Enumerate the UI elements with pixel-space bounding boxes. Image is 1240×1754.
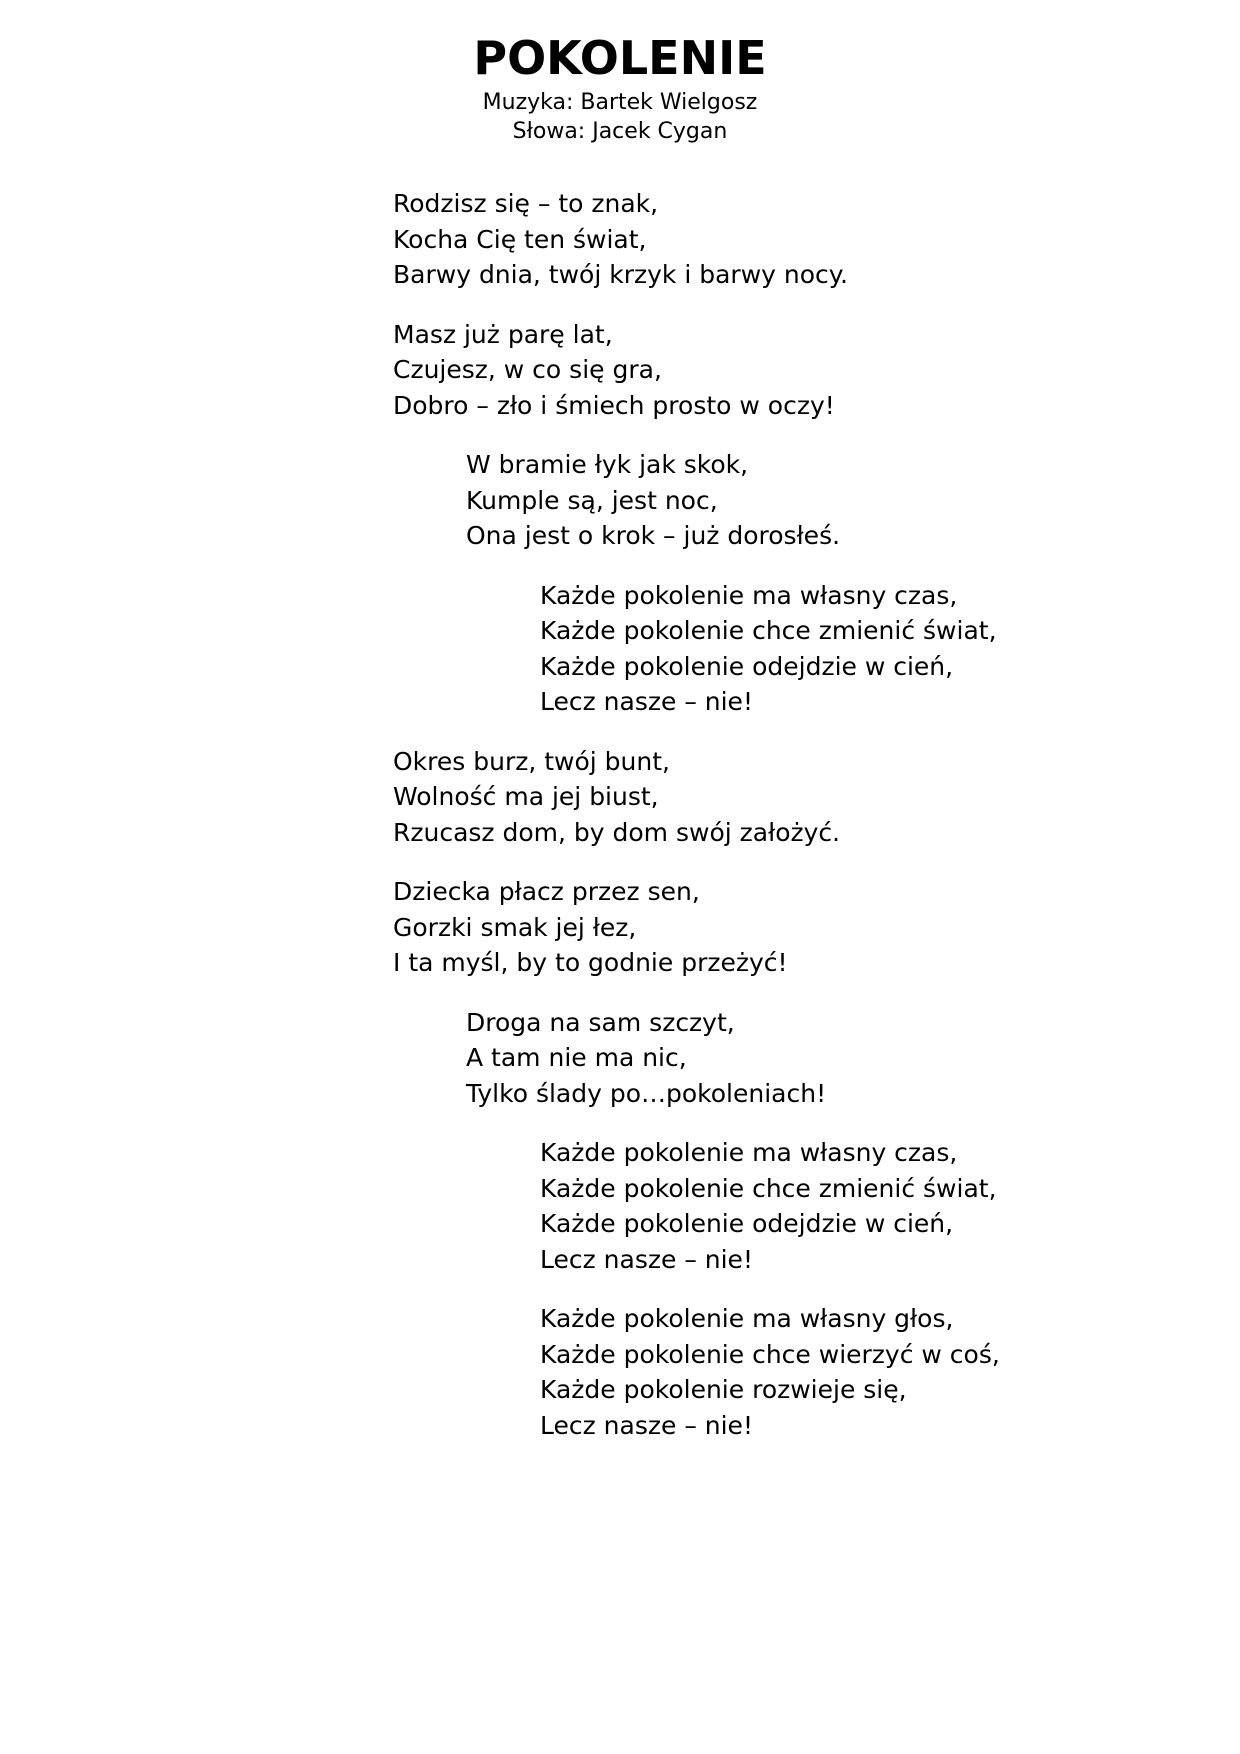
lyric-line: Okres burz, twój bunt,	[393, 746, 670, 776]
stanza	[393, 1005, 1193, 1112]
lyric-line: A tam nie ma nic,	[466, 1043, 687, 1072]
music-credit: Muzyka: Bartek Wielgosz	[482, 90, 758, 115]
lyric-line: Tylko ślady po…pokoleniach!	[466, 1078, 827, 1108]
lyric-line: Każde pokolenie chce wierzyć w coś,	[540, 1339, 1000, 1369]
lyric-line: Lecz nasze – nie!	[540, 1244, 753, 1274]
lyric-line: Każde pokolenie ma własny czas,	[540, 580, 958, 610]
stanza	[393, 447, 1193, 554]
lyric-line: Dziecka płacz przez sen,	[393, 877, 700, 906]
lyric-line: Lecz nasze – nie!	[540, 1410, 753, 1440]
lyric-line: Gorzki smak jej łez,	[393, 912, 637, 942]
lyric-line: Każde pokolenie ma własny głos,	[540, 1304, 954, 1333]
lyrics-body	[393, 186, 1193, 1467]
stanza	[393, 186, 1193, 293]
lyric-line: Wolność ma jej biust,	[393, 782, 659, 811]
stanza	[393, 874, 1193, 981]
lyric-line: Ona jest o krok – już dorosłeś.	[466, 521, 841, 550]
stanza	[393, 578, 1193, 720]
lyric-line: Droga na sam szczyt,	[466, 1007, 735, 1037]
lyric-line: Każde pokolenie odejdzie w cień,	[540, 1209, 954, 1238]
lyric-line: Masz już parę lat,	[393, 319, 613, 349]
lyric-line: Rzucasz dom, by dom swój założyć.	[393, 817, 841, 847]
lyric-line: Lecz nasze – nie!	[540, 687, 753, 716]
stanza	[393, 744, 1193, 851]
lyric-line: Każde pokolenie odejdzie w cień,	[540, 651, 954, 681]
lyric-line: Każde pokolenie chce zmienić świat,	[540, 616, 997, 645]
lyric-line: Każde pokolenie chce zmienić świat,	[540, 1173, 997, 1203]
stanza	[393, 1135, 1193, 1277]
lyric-line: Kocha Cię ten świat,	[393, 224, 647, 254]
stanza	[393, 317, 1193, 424]
song-header	[0, 28, 1240, 146]
lyric-line: Barwy dnia, twój krzyk i barwy nocy.	[393, 260, 848, 289]
stanza	[393, 1301, 1193, 1443]
lyric-line: I ta myśl, by to godnie przeżyć!	[393, 948, 788, 977]
lyric-line: Czujesz, w co się gra,	[393, 355, 662, 384]
lyric-line: Każde pokolenie ma własny czas,	[540, 1138, 958, 1167]
lyric-line: Każde pokolenie rozwieje się,	[540, 1375, 907, 1404]
lyric-line: Dobro – zło i śmiech prosto w oczy!	[393, 390, 835, 420]
song-title: POKOLENIE	[473, 31, 767, 85]
lyric-line: Rodzisz się – to znak,	[393, 189, 659, 218]
lyrics-credit: Słowa: Jacek Cygan	[512, 119, 728, 144]
lyric-line: W bramie łyk jak skok,	[466, 450, 749, 479]
lyric-line: Kumple są, jest noc,	[466, 485, 718, 515]
